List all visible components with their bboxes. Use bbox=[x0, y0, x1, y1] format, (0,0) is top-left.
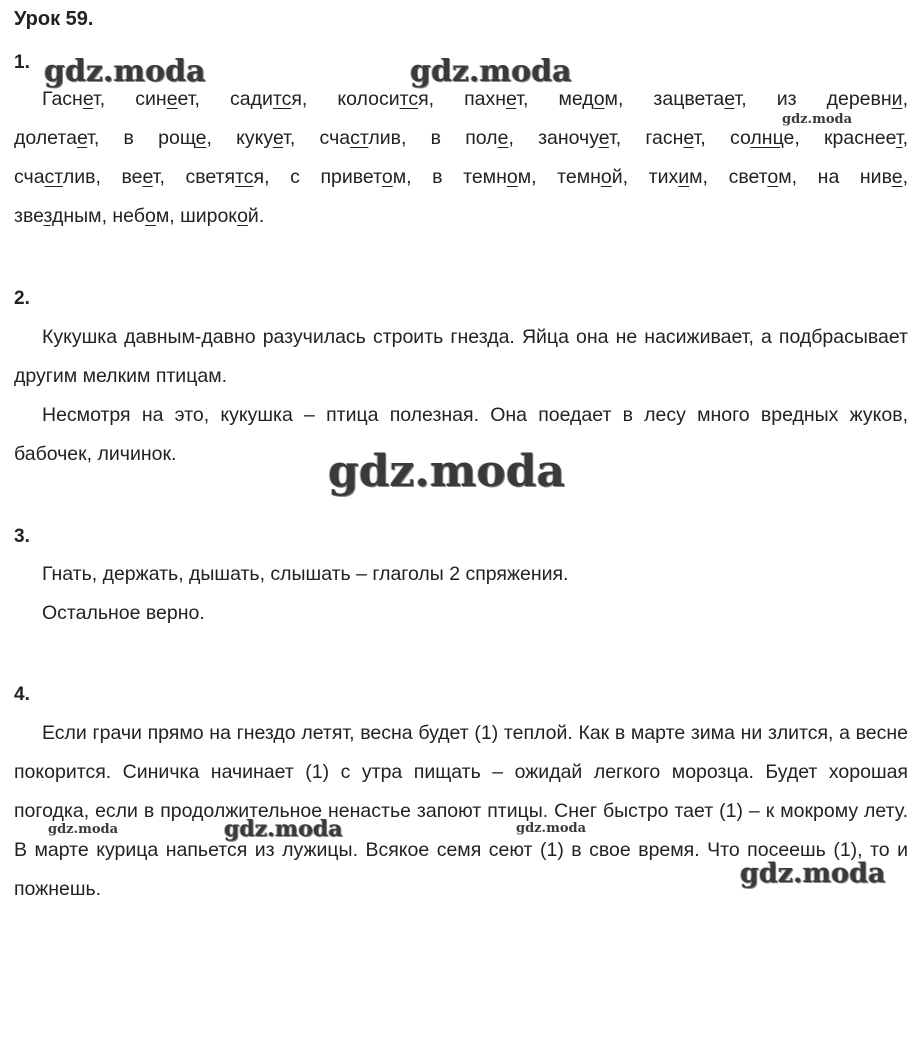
text-segment: й. bbox=[247, 205, 265, 227]
underlined-letters: е bbox=[598, 127, 609, 149]
underlined-letters: е bbox=[891, 166, 903, 188]
text-segment: м, в темн bbox=[392, 166, 507, 188]
underlined-letters: о bbox=[237, 205, 248, 227]
section-2-number: 2. bbox=[14, 288, 30, 309]
section-1-line bbox=[14, 158, 908, 197]
watermark: gdz.moda bbox=[328, 446, 566, 497]
text-segment: , bbox=[902, 166, 908, 188]
text-segment: т, сча bbox=[283, 127, 351, 149]
text-segment: сча bbox=[14, 166, 45, 188]
section-3-paragraph-1: Гнать, держать, дышать, слышать – глаголы 2 спряжения. bbox=[42, 563, 569, 585]
underlined-letters: е bbox=[272, 127, 284, 149]
section-1-line bbox=[14, 197, 908, 236]
text-segment: т, мед bbox=[516, 88, 594, 110]
text-segment: я, пахн bbox=[418, 88, 507, 110]
section-1-text bbox=[14, 80, 908, 236]
text-segment: долета bbox=[14, 127, 77, 149]
text-segment: м, зацвета bbox=[604, 88, 725, 110]
text-segment: лив, в пол bbox=[368, 127, 498, 149]
underlined-letters: о bbox=[600, 166, 612, 188]
underlined-letters: и bbox=[891, 88, 903, 110]
text-segment: т, со bbox=[693, 127, 751, 149]
underlined-letters: е bbox=[195, 127, 207, 149]
watermark: gdz.moda bbox=[48, 822, 119, 837]
section-4-paragraph-1: Если грачи прямо на гнездо летят, весна будет (1) теплой. Как в марте зима ни злится, а весне покорится. Синичка начинает (1) с утра пищать – ожидай легкого морозца. Будет хорошая погодка, если в продолжительное ненастье запоют птицы. Снег быстро тает (1) – к мокрому лету. В марте курица напьется из лужицы. Всякое семя сеют (1) в свое время. Что посеешь (1), то и пожнешь. bbox=[14, 722, 908, 900]
underlined-letters: е bbox=[683, 127, 694, 149]
watermark: gdz.moda bbox=[410, 54, 572, 89]
watermark: gdz.moda bbox=[740, 858, 886, 889]
underlined-letters: ст bbox=[350, 127, 369, 149]
text-segment: , куку bbox=[206, 127, 273, 149]
underlined-letters: о bbox=[381, 166, 393, 188]
underlined-letters: тс bbox=[399, 88, 419, 110]
text-segment: Гасн bbox=[42, 88, 83, 110]
text-segment: т, в рощ bbox=[87, 127, 196, 149]
section-4-number: 4. bbox=[14, 684, 30, 705]
underlined-letters: о bbox=[506, 166, 518, 188]
text-segment: м, широк bbox=[155, 205, 238, 227]
text-segment: й, тих bbox=[611, 166, 679, 188]
section-2-paragraph-2: Несмотря на это, кукушка – птица полезная. Она поедает в лесу много вредных жуков, бабочек, личинок. bbox=[14, 404, 908, 465]
text-segment: , bbox=[902, 127, 909, 149]
underlined-letters: зд bbox=[43, 205, 64, 227]
underlined-letters: е bbox=[506, 88, 517, 110]
underlined-letters: лнц bbox=[750, 127, 784, 149]
underlined-letters: о bbox=[767, 166, 779, 188]
text-segment: е, краснее bbox=[783, 127, 896, 149]
underlined-letters: т bbox=[895, 127, 903, 149]
watermark: gdz.moda bbox=[224, 816, 343, 842]
underlined-letters: е bbox=[82, 88, 94, 110]
section-2-paragraph-1: Кукушка давным-давно разучилась строить гнезда. Яйца она не насиживает, а подбрасывает другим мелким птицам. bbox=[14, 326, 908, 387]
watermark: gdz.moda bbox=[782, 112, 853, 127]
section-3-number: 3. bbox=[14, 526, 30, 547]
text-segment: т, гасн bbox=[608, 127, 684, 149]
text-segment: лив, ве bbox=[62, 166, 143, 188]
underlined-letters: о bbox=[593, 88, 605, 110]
text-segment: т, из деревн bbox=[734, 88, 892, 110]
underlined-letters: и bbox=[678, 166, 690, 188]
watermark: gdz.moda bbox=[516, 821, 587, 836]
underlined-letters: ст bbox=[44, 166, 63, 188]
text-segment: , bbox=[902, 88, 908, 110]
text-segment: я, с привет bbox=[253, 166, 382, 188]
page-title: Урок 59. bbox=[14, 8, 94, 30]
text-segment: ет, сади bbox=[177, 88, 273, 110]
text-segment: м, темн bbox=[517, 166, 601, 188]
text-segment: зве bbox=[14, 205, 44, 227]
section-1-line bbox=[14, 80, 908, 119]
underlined-letters: е bbox=[724, 88, 735, 110]
text-segment: м, свет bbox=[689, 166, 768, 188]
underlined-letters: тс bbox=[235, 166, 254, 188]
underlined-letters: е bbox=[166, 88, 178, 110]
underlined-letters: е bbox=[142, 166, 153, 188]
watermark: gdz.moda bbox=[44, 54, 206, 89]
underlined-letters: е bbox=[76, 127, 88, 149]
text-segment: м, на нив bbox=[778, 166, 892, 188]
text-segment: я, колоси bbox=[291, 88, 400, 110]
text-segment: т, син bbox=[93, 88, 167, 110]
underlined-letters: тс bbox=[272, 88, 292, 110]
section-3-paragraph-2: Остальное верно. bbox=[42, 602, 205, 624]
section-1-number: 1. bbox=[14, 52, 30, 73]
text-segment: , заночу bbox=[508, 127, 599, 149]
section-1-line bbox=[14, 119, 908, 158]
text-segment: т, светя bbox=[152, 166, 236, 188]
underlined-letters: е bbox=[497, 127, 509, 149]
text-segment: ным, неб bbox=[63, 205, 145, 227]
underlined-letters: о bbox=[144, 205, 156, 227]
